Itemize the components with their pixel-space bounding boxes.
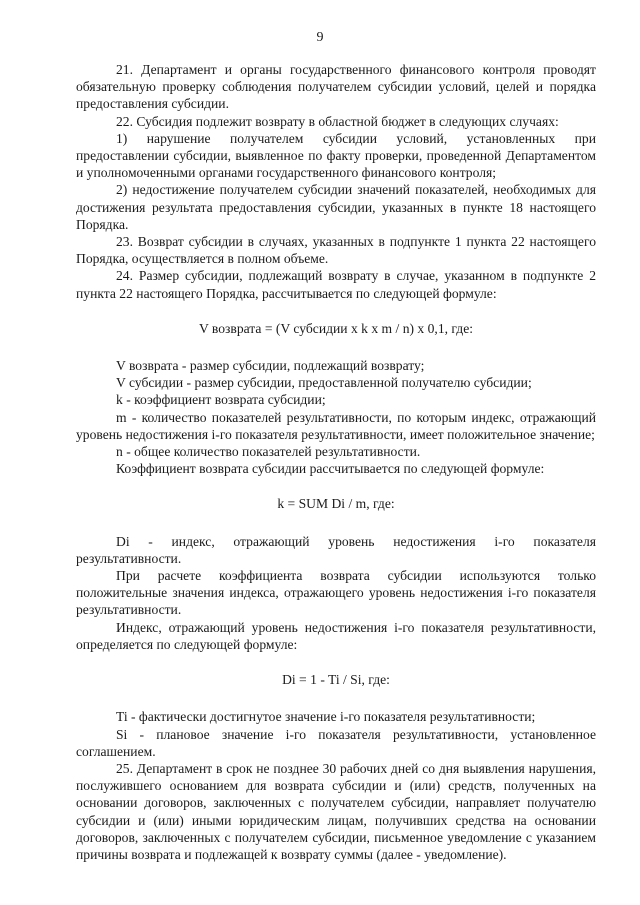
definition-di: Di - индекс, отражающий уровень недостижения i-го показателя результативности. — [76, 533, 596, 566]
paragraph-21: 21. Департамент и органы государственного финансового контроля проводят обязательную проверку соблюдения получателем субсидии условий, целей и порядка предоставления субсидии. — [76, 62, 596, 112]
document-body — [76, 61, 596, 863]
definition-ti: Ti - фактически достигнутое значение i-го показателя результативности; — [116, 709, 536, 725]
page-number: 9 — [316, 30, 324, 45]
di-formula-intro: Индекс, отражающий уровень недостижения i-го показателя результативности, определяется по следующей формуле: — [76, 619, 596, 652]
formula-di: Di = 1 - Ti / Si, где: — [282, 672, 390, 688]
definition-n: n - общее количество показателей результативности. — [116, 444, 421, 460]
definition-v-subsidii: V субсидии - размер субсидии, предоставленной получателю субсидии; — [116, 375, 532, 391]
definition-m: m - количество показателей результативности, по которым индекс, отражающий уровень недостижения i-го показателя результативности, имеет положительное значение; — [76, 409, 596, 442]
k-formula-intro: Коэффициент возврата субсидии рассчитывается по следующей формуле: — [116, 461, 545, 477]
formula-v-vozvrata: V возврата = (V субсидии x k x m / n) x 0,1, где: — [198, 320, 474, 336]
paragraph-22: 22. Субсидия подлежит возврату в областной бюджет в следующих случаях: — [116, 113, 559, 129]
paragraph-22-item-2: 2) недостижение получателем субсидии значений показателей, необходимых для достижения результата предоставления субсидии, указанных в пункте 18 настоящего Порядка. — [76, 182, 596, 232]
paragraph-25: 25. Департамент в срок не позднее 30 рабочих дней со дня выявления нарушения, послужившего основанием для возврата субсидии и (или) средств, полученных на основании договоров, заключенных с получателем субсидии, направляет получателю субсидии и (или) иными юридическим лицам, получивших средства на основании договоров, заключенных с получателем субсидии, письменное уведомление с указанием причины возврата и подлежащей к возврату суммы (далее - уведомление). — [76, 760, 596, 862]
paragraph-24: 24. Размер субсидии, подлежащий возврату в случае, указанном в подпункте 2 пункта 22 настоящего Порядка, рассчитывается по следующей формуле: — [76, 268, 596, 301]
paragraph-22-item-1: 1) нарушение получателем субсидии условий, установленных при предоставлении субсидии, выявленное по факту проверки, проведенной Департаментом и уполномоченными органами государственного финансового контроля; — [76, 130, 596, 181]
definition-v-vozvrata: V возврата - размер субсидии, подлежащий возврату; — [116, 358, 425, 374]
definition-si: Si - плановое значение i-го показателя результативности, установленное соглашением. — [76, 726, 596, 759]
note-positive-values: При расчете коэффициента возврата субсидии используются только положительные значения индекса, отражающего уровень недостижения i-го показателя результативности. — [76, 568, 596, 618]
paragraph-23: 23. Возврат субсидии в случаях, указанных в подпункте 1 пункта 22 настоящего Порядка, осуществляется в полном объеме. — [76, 234, 596, 267]
definition-k: k - коэффициент возврата субсидии; — [116, 392, 326, 408]
formula-k: k = SUM Di / m, где: — [277, 496, 395, 512]
